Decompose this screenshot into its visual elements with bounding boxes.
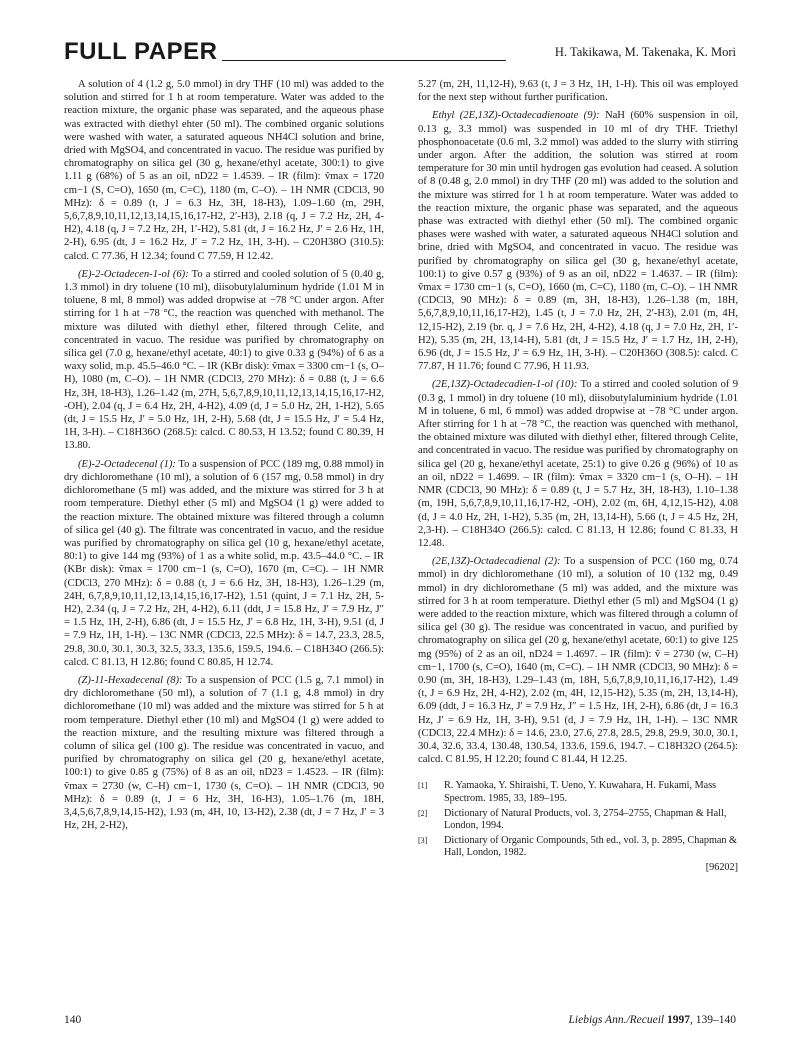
paragraph	[64, 78, 384, 263]
reference-item	[418, 780, 738, 805]
paragraph	[418, 78, 738, 104]
paragraph	[418, 378, 738, 550]
author-list: H. Takikawa, M. Takenaka, K. Mori	[554, 45, 736, 59]
journal-name: Liebigs Ann./Recueil	[568, 1014, 665, 1026]
paragraph	[64, 674, 384, 832]
reference-number: [2]	[418, 808, 428, 818]
page-header	[64, 38, 736, 68]
reference-item	[418, 835, 738, 860]
compound-name: (Z)-11-Hexadecenal (8):	[78, 674, 183, 686]
page-number: 140	[64, 1014, 82, 1026]
paragraph-text: To a suspension of PCC (160 mg, 0.74 mmol) in dry dichloromethane (10 ml), a solution of 10 (132 mg, 0.49 mmol) in dry dichloromethane (5 ml) was added, and the mixture was stirred for 3 h at room temperature. Diethyl ether (5 ml) and MgSO4 (1 g) were added to the reaction mixture, which was filtered through a column of silica gel (30 g). The residue was concentrated in vacuo, and purified by chromatography on silica gel (20 g, hexane/ethyl acetate, 60:1) to give 125 mg (95%) of 2 as an oil, nD24 = 1.4697. – IR (film): ṽ = 2730 (w, C–H) cm−1, 1700 (s, C=O), 1640 (m, C=C). – 1H NMR (CDCl3, 90 MHz): δ = 0.90 (m, 3H, 18-H3), 1.29–1.43 (m, 18H, 5,6,7,8,9,10,11,16,17-H2), 1.49 (t, J = 6.9 Hz, 2H, 4-H2), 2.02 (m, 4H, 12,15-H2), 5.35 (m, 2H, 13,14-H), 6.09 (ddt, J = 16.3 Hz, J′ = 7.9 Hz, J″ = 1.5 Hz, 1H, 2-H), 6.86 (dt, J = 16.3 Hz, J′ = 6.9 Hz, 1H, 3-H), 9.51 (d, J = 7.9 Hz, 1H, 1-H). – 13C NMR (CDCl3, 22.4 MHz): δ = 14.6, 23.0, 27.6, 27.8, 28.5, 29.8, 29.9, 30.0, 30.1, 30.4, 32.6, 33.4, 130.48, 130.54, 133.6, 159.6, 194.7. – C18H32O (264.5): calcd. C 81.95, H 12.20; found C 81.44, H 12.25.	[418, 556, 738, 766]
paragraph-text: To a suspension of PCC (189 mg, 0.88 mmol) in dry dichloromethane (10 ml), a solution of 6 (157 mg, 0.58 mmol) in dry dichloromethane (5 ml) was added, and the mixture was stirred for 3 h at room temperature. Diethyl ether (5 ml) and MgSO4 (1 g) were added to the reaction mixture. The obtained mixture was filtered through a column of silica gel (40 g). The filtrate was concentrated in vacuo, and the residue was purified by chromatography on silica gel (10 g, hexane/ethyl acetate, 80:1) to give 144 mg (93%) of 1 as a white solid, m.p. 43.5–44.0 °C. – IR (KBr disk): ṽmax = 1700 cm−1 (s, C=O), 1670 (m, C=C). – 1H NMR (CDCl3, 270 MHz): δ = 0.88 (t, J = 6.6 Hz, 3H, 18-H3), 1.26–1.29 (m, 24H, 6,7,8,9,10,11,12,13,14,15,16,17-H2), 1.51 (quint, J = 7.1 Hz, 2H, 5-H2), 2.34 (q, J = 7.2 Hz, 2H, 4-H2), 6.11 (ddt, J = 15.8 Hz, J′ = 7.9 Hz, J″ = 1.5 Hz, 1H, 2-H), 6.86 (dt, J = 15.5 Hz, J′ = 6.8 Hz, 1H, 3-H), 9.51 (d, J = 7.9 Hz, 1H, 1-H). – 13C NMR (CDCl3, 22.5 MHz): δ = 14.7, 23.3, 28.5, 29.8, 30.0, 30.1, 30.3, 32.5, 33.3, 135.6, 159.5, 194.6. – C18H34O (266.5): calcd. C 81.13, H 12.86; found C 80.85, H 12.74.	[64, 458, 384, 668]
paragraph-text: To a suspension of PCC (1.5 g, 7.1 mmol) in dry dichloromethane (50 ml), a solution of 7 (1.1 g, 4.8 mmol) in dry dichloromethane (10 ml) was added and the mixture was stirred for 5 h at room temperature. Diethyl ether (10 ml) and MgSO4 (1 g) were added to the reaction mixture, and the resulting mixture was filtered through a column of silica gel (100 g). The residue was concentrated in vacuo, and purified by chromatography on silica gel (20 g, hexane/ethyl acetate, 100:1) to give 0.85 g (75%) of 8 as an oil, nD23 = 1.4523. – IR (film): ṽmax = 2730 (w, C–H) cm−1, 1730 (s, C=O). – 1H NMR (CDCl3, 90 MHz): δ = 0.89 (t, J = 6 Hz, 3H, 16-H3), 1.05–1.76 (m, 18H, 3,4,5,6,7,8,9,14,15-H2), 1.93 (m, 4H, 10, 13-H2), 2.38 (dt, J = 7 Hz, J′ = 3 Hz, 2H, 2-H2),	[64, 674, 384, 832]
compound-name: (E)-2-Octadecen-1-ol (6):	[78, 268, 189, 280]
paragraph	[64, 268, 384, 453]
left-column	[64, 78, 384, 837]
right-column	[418, 78, 738, 875]
page-footer	[64, 1012, 736, 1028]
reference-number: [1]	[418, 781, 428, 791]
manuscript-code: [96202]	[705, 861, 738, 873]
compound-name: (2E,13Z)-Octadecadienal (2):	[432, 556, 561, 568]
header-rule	[222, 60, 506, 61]
reference-list	[418, 780, 738, 874]
reference-text: Dictionary of Organic Compounds, 5th ed., vol. 3, p. 2895, Chapman & Hall, London, 1982.	[444, 834, 737, 859]
paragraph-text: A solution of 4 (1.2 g, 5.0 mmol) in dry THF (10 ml) was added to the solution and stirred for 1 h at room temperature. Water was added to the reaction mixture, the organic phase was separated, and the aqueous phase was extracted with diethyl ehter (50 ml). The combined organic solutions were washed with water, a saturated aqueous NH4Cl solution and brine, dried with MgSO4, and concentrated in vacuo. The residue was purified by chromatography on silica gel (30 g, hexane/ethyl acetate, 300:1) to give 1.11 g (68%) of 5 as an oil, nD22 = 1.4539. – IR (film): ṽmax = 1720 cm−1 (S, C=O), 1650 (m, C=C), 1180 (m, C–O). – 1H NMR (CDCl3, 90 MHz): δ = 0.89 (t, J = 6.3 Hz, 3H, 18-H3), 1.09–1.60 (m, 29H, 5,6,7,8,9,10,11,12,13,14,15,16,17-H2, 2′-H3), 2.18 (q, J = 7.2 Hz, 2H, 4-H2), 4.18 (q, J = 7.2 Hz, 2H, 1′-H2), 5.81 (dt, J = 16.2 Hz, J′ = 2.6 Hz, 1H, 2-H), 6.95 (dt, J = 16.2 Hz, J′ = 7.2 Hz, 1H, 3-H). – C20H38O (310.5): calcd. C 77.36, H 12.34; found C 77.59, H 12.42.	[64, 79, 384, 262]
paragraph	[418, 555, 738, 766]
journal-year: 1997	[667, 1014, 690, 1026]
journal-pages: , 139–140	[690, 1014, 736, 1026]
paragraph-text: To a stirred and cooled solution of 9 (0.3 g, 1 mmol) in dry toluene (10 ml), diisobutylaluminium hydride (1.01 M in toluene, 6 ml, 6 mmol) was added dropwise at −78 °C under argon. After stirring for 1 h at −78 °C, the reaction was quenched with methanol, the obtained mixture was diluted with diethyl ether, filtered through Celite, and concentrated in vacuo. The residue was purified by chromatography on silica gel (20 g, hexane/ethyl acetate, 25:1) to give 0.26 g (96%) of 10 as an oil, nD22 = 1.4699. – IR (film): ṽmax = 3320 cm−1 (s, O–H). – 1H NMR (CDCl3, 90 MHz): δ = 0.89 (t, J = 5.7 Hz, 3H, 18-H3), 1.10–1.38 (m, 19H, 5,6,7,8,9,10,11,16,17-H2, -OH), 2.02 (m, 6H, 4,12,15-H2), 4.08 (d, J = 4.0 Hz, 2H, 1-H2), 5.35 (m, 2H, 13,14-H), 5.66 (t, J = 4.5 Hz, 2H, 2,3-H). – C18H34O (266.5): calcd. C 81.13, H 12.86; found C 81.33, H 12.48.	[418, 379, 739, 549]
reference-text: Dictionary of Natural Products, vol. 3, 2754–2755, Chapman & Hall, London, 1994.	[444, 807, 727, 832]
paragraph	[64, 458, 384, 669]
reference-text: R. Yamaoka, Y. Shiraishi, T. Ueno, Y. Kuwahara, H. Fukami, Mass Spectrom. 1985, 33, 189–195.	[444, 780, 717, 804]
compound-name: (E)-2-Octadecenal (1):	[78, 458, 176, 470]
section-title: FULL PAPER	[64, 38, 218, 65]
paragraph-text: 5.27 (m, 2H, 11,12-H), 9.63 (t, J = 3 Hz, 1H, 1-H). This oil was employed for the next step without further purification.	[418, 79, 738, 104]
paragraph-text: To a stirred and cooled solution of 5 (0.40 g, 1.3 mmol) in dry toluene (10 ml), diisobutylaluminum hydride (1.01 M in toluene, 8 ml, 8 mmol) was added dropwise at −78 °C under argon. After stirring for 1 h at −78 °C, the reaction was quenched with methanol. The mixture was diluted with diethyl ether, filtered through Celite, and concentrated in vacuo. The residue was purified by chromatography on silica gel (7.0 g, hexane/ethyl acetate, 40:1) to give 0.33 g (94%) of 6 as a waxy solid, m.p. 45.5–46.0 °C. – IR (KBr disk): ṽmax = 3300 cm−1 (s, O–H), 1080 (m, C–O). – 1H NMR (CDCl3, 270 MHz): δ = 0.88 (t, J = 6.6 Hz, 3H, 18-H3), 1.26–1.42 (m, 27H, 5,6,7,8,9,10,11,12,13,14,15,16,17-H2, -OH), 2.04 (q, J = 6.4 Hz, 2H, 4-H2), 4.09 (d, J = 5.0 Hz, 2H, 1-H2), 5.65 (dt, J = 15.5 Hz, J′ = 5.0 Hz, 1H, 2-H), 5.68 (dt, J = 15.5 Hz, J′ = 5.4 Hz, 1H, 3-H). – C18H36O (268.5): calcd. C 80.53, H 13.52; found C 80.39, H 13.80.	[64, 268, 384, 452]
paragraph	[418, 109, 738, 373]
compound-name: Ethyl (2E,13Z)-Octadecadienoate (9):	[432, 110, 600, 122]
compound-name: (2E,13Z)-Octadecadien-1-ol (10):	[432, 379, 578, 391]
paragraph-text: NaH (60% suspension in oil, 0.13 g, 3.3 mmol) was suspended in 10 ml of dry THF. Triethyl phosphonoacetate (0.6 ml, 3.2 mmol) was added to the slurry with stirring under argon. After the addition, the solution was stirred at room temperature for 30 min until hydrogen gas evolution had ceased. A solution of 8 (0.48 g, 2.0 mmol) in dry THF (20 ml) was added to the solution and the mixture was stirred for 1 h at room temperature. Water was added to the reaction mixture, the organic phase was separated, and the aqueous phase was extracted with diethyl ether (50 ml). The combined organic phases were washed with water, a saturated aqueous NH4Cl solution and brine, dried with MgSO4, and concentrated in vacuo. The residue was purified by chromatography on silica gel (30 g, hexane/ethyl acetate, 100:1) to give 0.57 g (93%) of 9 as an oil, nD22 = 1.4637. – IR (film): ṽmax = 1730 cm−1 (s, C=O), 1660 (m, C=C), 1180 (m, C–O). – 1H NMR (CDCl3, 90 MHz): δ = 0.89 (m, 3H, 18-H3), 1.26–1.38 (m, 18H, 5,6,7,8,9,10,11,16,17-H2), 1.45 (t, J = 7.0 Hz, 2H, 2′-H3), 2.01 (m, 4H, 12,15-H2), 2.19 (br. q, J = 7.6 Hz, 2H, 4-H2), 4.18 (q, J = 7.0 Hz, 2H, 1′-H2), 5.35 (m, 2H, 13,14-H), 5.81 (dt, J = 15.5 Hz, J′ = 1.7 Hz, 1H, 2-H), 6.96 (dt, J = 15.5 Hz, J′ = 6.9 Hz, 1H, 3-H). – C20H36O (308.5): calcd. C 77.87, H 11.76; found C 77.96, H 11.93.	[418, 110, 738, 373]
reference-item	[418, 808, 738, 833]
journal-citation	[569, 1012, 736, 1028]
reference-number: [3]	[418, 835, 428, 845]
